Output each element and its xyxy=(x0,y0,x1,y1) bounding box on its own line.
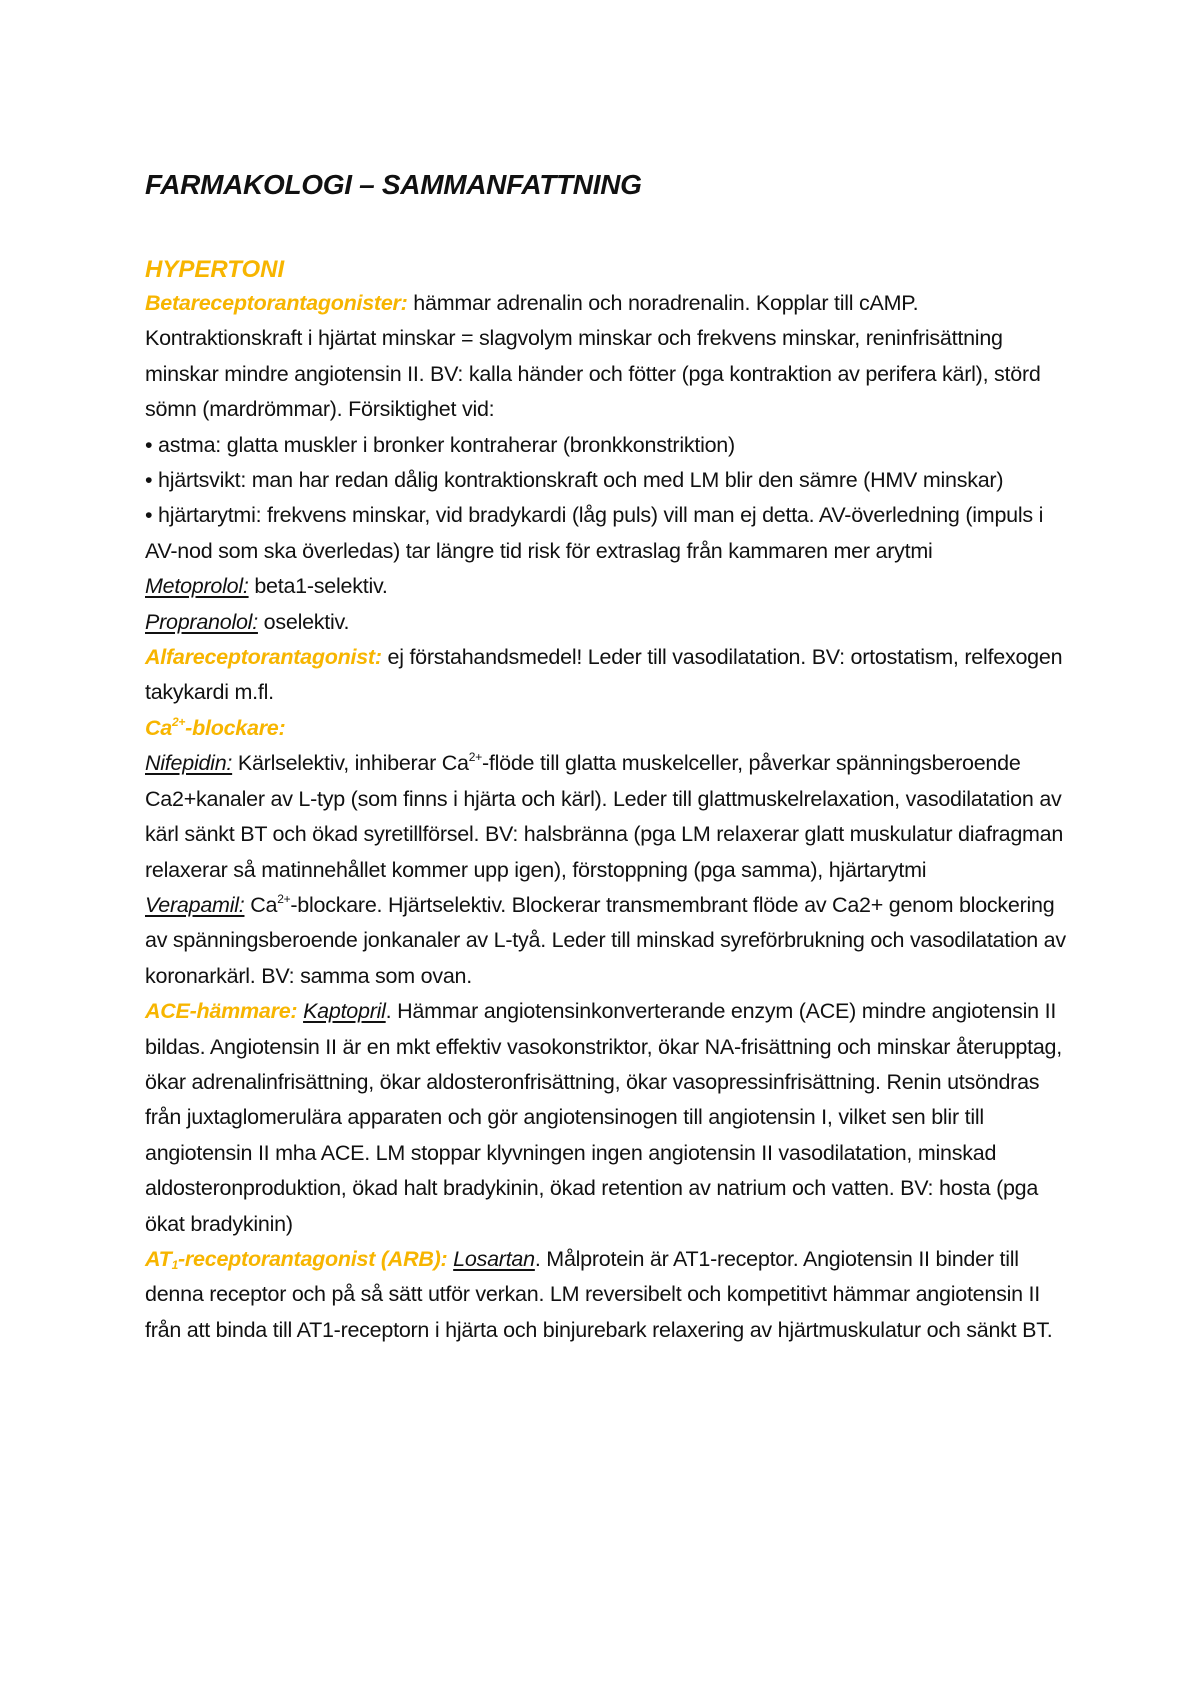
heading-ca-blockare xyxy=(145,711,1075,746)
drug-name-propranolol: Propranolol: xyxy=(145,609,258,634)
drug-name-kaptopril: Kaptopril xyxy=(303,999,386,1024)
drug-text-propranolol: oselektiv. xyxy=(257,609,350,634)
nifepidin-sup: 2+ xyxy=(468,750,482,765)
paragraph-arb xyxy=(145,1242,1075,1348)
drug-line-verapamil xyxy=(145,888,1075,994)
drug-line-nifepidin xyxy=(145,746,1075,888)
term-arb xyxy=(145,1247,447,1271)
bullet-astma: • astma: glatta muskler i bronker kontraherar (bronkkonstriktion) xyxy=(145,432,735,457)
term-ca-rest: -blockare: xyxy=(185,715,286,740)
arb-text: . Målprotein är AT1-receptor. Angiotensin II binder till denna receptor och på så sätt utför verkan. LM reversibelt och kompetitivt hämmar angiotensin II från att binda till AT1-receptorn i hjärta och binjurebark relaxering av hjärtmuskulatur och sänkt BT. xyxy=(145,1246,1053,1342)
term-arb-sub: 1 xyxy=(171,1257,179,1272)
drug-text-metoprolol: beta1-selektiv. xyxy=(248,574,388,599)
term-ca-base: Ca xyxy=(145,715,172,740)
alfa-text: ej förstahandsmedel! Leder till vasodilatation. BV: ortostatism, relfexogen takykardi m.fl. xyxy=(145,645,1063,705)
bullet-hjartarytmi: • hjärtarytmi: frekvens minskar, vid bradykardi (låg puls) vill man ej detta. AV-överledning (impuls i AV-nod som ska överledas) tar längre tid risk för extraslag från kammaren mer arytmi xyxy=(145,503,1044,563)
verapamil-text-1: Ca xyxy=(244,892,278,917)
paragraph-alfareceptorantagonist xyxy=(145,640,1075,711)
term-arb-base: AT xyxy=(145,1246,172,1271)
drug-line-metoprolol xyxy=(145,569,1075,604)
beta-intro-text: hämmar adrenalin och noradrenalin. Kopplar till cAMP. Kontraktionskraft i hjärtat minskar = slagvolym minskar och frekvens minskar, reninfrisättning minskar mindre angiotensin II. BV: kalla händer och fötter (pga kontraktion av perifera kärl), störd sömn (mardrömmar). Försiktighet vid: xyxy=(145,291,1041,422)
nifepidin-text-1: Kärlselektiv, inhiberar Ca xyxy=(232,751,469,776)
ace-text: . Hämmar angiotensinkonverterande enzym (ACE) mindre angiotensin II bildas. Angiotensin II är en mkt effektiv vasokonstriktor, ökar NA-frisättning och minskar återupptag, ökar adrenalinfrisättning, ökar aldosteronfrisättning, ökar vasopressinfrisättning. Renin utsöndras från juxtaglomerulära apparaten och gör angiotensinogen till angiotensin I, vilket sen blir till angiotensin II mha ACE. LM stoppar klyvningen ingen angiotensin II vasodilatation, minskad aldosteronproduktion, ökad halt bradykinin, ökad retention av natrium och vatten. BV: hosta (pga ökat bradykinin) xyxy=(145,999,1062,1236)
term-ca-sup: 2+ xyxy=(171,714,186,729)
drug-name-verapamil: Verapamil: xyxy=(145,892,245,917)
term-alfareceptorantagonist: Alfareceptorantagonist: xyxy=(145,645,382,670)
term-ca-blockare xyxy=(145,716,285,740)
term-ace-hammare: ACE-hämmare: xyxy=(145,999,298,1024)
document-body xyxy=(145,286,1075,1348)
drug-name-metoprolol: Metoprolol: xyxy=(145,574,249,599)
bullet-hjartsvikt: • hjärtsvikt: man har redan dålig kontraktionskraft och med LM blir den sämre (HMV minskar) xyxy=(145,468,1004,493)
paragraph-betareceptorantagonister xyxy=(145,286,1075,428)
term-betareceptorantagonister: Betareceptorantagonister: xyxy=(145,291,408,315)
paragraph-ace-hammare xyxy=(145,994,1075,1242)
drug-name-nifepidin: Nifepidin: xyxy=(145,751,233,776)
document-page xyxy=(145,168,1075,1348)
drug-name-losartan: Losartan xyxy=(453,1246,535,1271)
drug-line-propranolol xyxy=(145,605,1075,640)
document-title: FARMAKOLOGI – SAMMANFATTNING xyxy=(145,169,642,200)
term-arb-rest: -receptorantagonist (ARB): xyxy=(178,1246,448,1271)
verapamil-text-2: -blockare. Hjärtselektiv. Blockerar transmembrant flöde av Ca2+ genom blockering av spänningsberoende jonkanaler av L-tyå. Leder till minskad syreförbrukning och vasodilatation av koronarkärl. BV: samma som ovan. xyxy=(145,892,1066,988)
section-heading-hypertoni: HYPERTONI xyxy=(145,256,285,283)
verapamil-sup: 2+ xyxy=(277,891,291,906)
nifepidin-text-2: -flöde till glatta muskelceller, påverkar spänningsberoende Ca2+kanaler av L-typ (som finns i hjärta och kärl). Leder till glattmuskelrelaxation, vasodilatation av kärl sänkt BT och ökad syretillförsel. BV: halsbränna (pga LM relaxerar glatt muskulatur diafragman relaxerar så matinnehållet kommer upp igen), förstoppning (pga samma), hjärtarytmi xyxy=(145,751,1064,882)
